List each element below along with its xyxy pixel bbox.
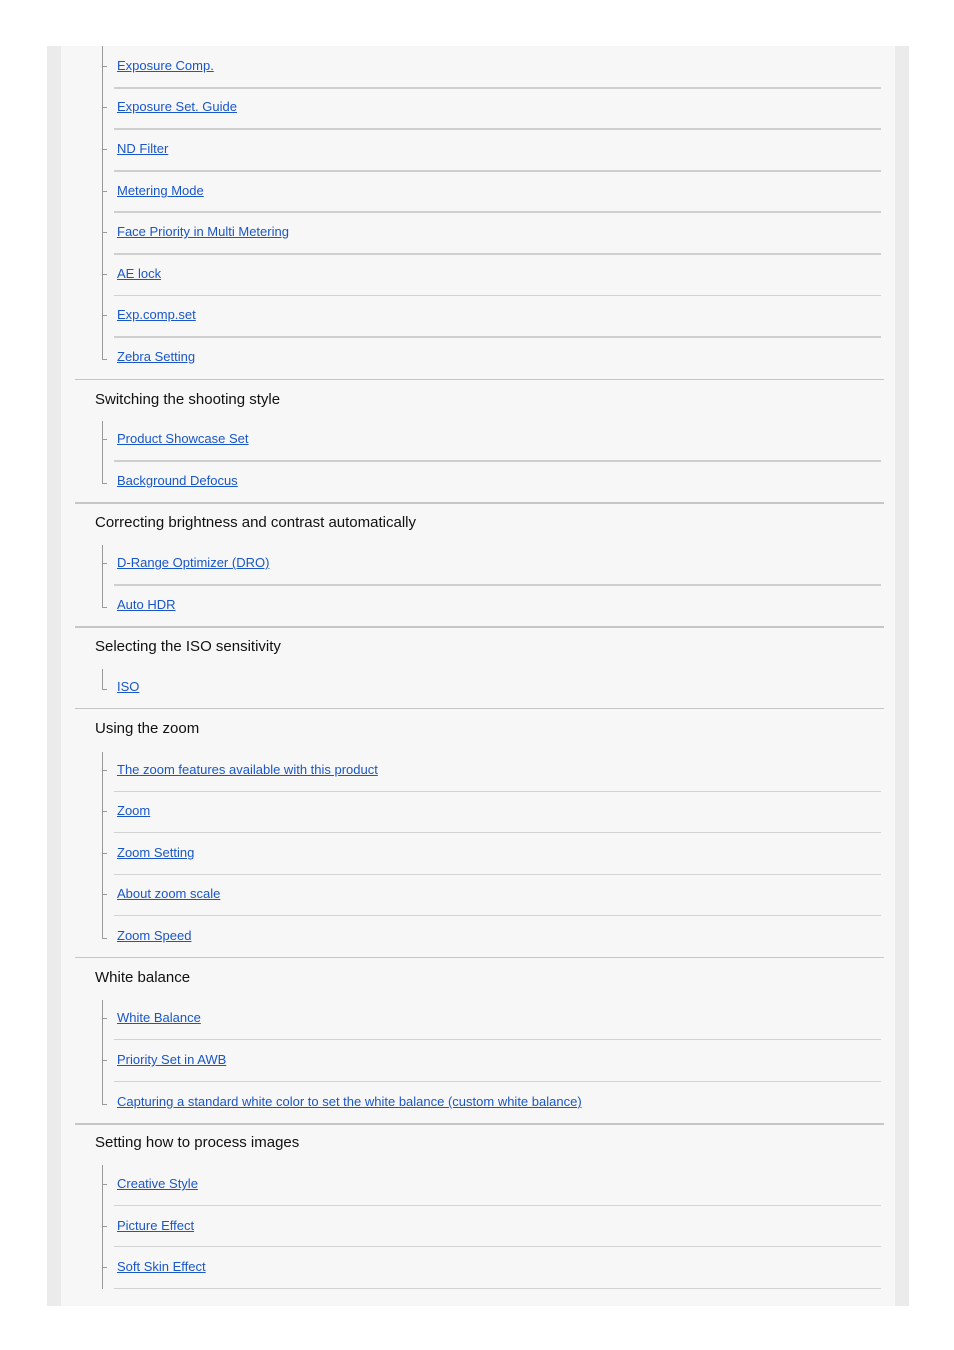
item-divider: [114, 170, 881, 172]
tree-tick: [102, 1060, 107, 1061]
tree-tick: [102, 66, 107, 67]
tree-tick: [102, 1267, 107, 1268]
tree-tick: [102, 689, 107, 690]
item-divider: [114, 791, 881, 792]
tree-tick: [102, 483, 107, 484]
link-nd-filter[interactable]: ND Filter: [117, 141, 169, 156]
tree-tick: [102, 149, 107, 150]
tree-tick: [102, 1226, 107, 1227]
tree-line: [102, 545, 103, 607]
section-divider: [75, 379, 884, 380]
section-divider: [75, 502, 884, 504]
section-heading-process-images: Setting how to process images: [95, 1134, 300, 1151]
section-divider: [75, 626, 884, 628]
item-divider: [114, 211, 881, 213]
item-divider: [114, 253, 881, 255]
link-exp-comp-set[interactable]: Exp.comp.set: [117, 307, 196, 322]
tree-tick: [102, 107, 107, 108]
tree-tick: [102, 1104, 107, 1105]
tree-tick: [102, 1184, 107, 1185]
section-heading-zoom: Using the zoom: [95, 720, 200, 737]
link-white-balance[interactable]: White Balance: [117, 1010, 201, 1025]
tree-tick: [102, 359, 107, 360]
link-zoom[interactable]: Zoom: [117, 803, 151, 818]
link-metering-mode[interactable]: Metering Mode: [117, 183, 204, 198]
link-ae-lock[interactable]: AE lock: [117, 266, 162, 281]
item-divider: [114, 1081, 881, 1082]
section-heading-iso: Selecting the ISO sensitivity: [95, 638, 281, 655]
tree-tick: [102, 439, 107, 440]
item-divider: [114, 874, 881, 875]
section-heading-shooting-style: Switching the shooting style: [95, 391, 281, 408]
tree-tick: [102, 938, 107, 939]
link-priority-set-awb[interactable]: Priority Set in AWB: [117, 1052, 227, 1067]
link-auto-hdr[interactable]: Auto HDR: [117, 597, 176, 612]
item-divider: [114, 295, 881, 296]
item-divider: [114, 1205, 881, 1206]
link-about-zoom-scale[interactable]: About zoom scale: [117, 886, 221, 901]
tree-line: [102, 1000, 103, 1104]
section-divider: [75, 708, 884, 709]
tree-tick: [102, 770, 107, 771]
link-exposure-comp[interactable]: Exposure Comp.: [117, 58, 214, 73]
tree-line: [102, 421, 103, 483]
link-d-range-optimizer[interactable]: D-Range Optimizer (DRO): [117, 555, 270, 570]
tree-tick: [102, 191, 107, 192]
item-divider: [114, 1039, 881, 1040]
tree-tick: [102, 563, 107, 564]
item-divider: [114, 1246, 881, 1247]
tree-tick: [102, 274, 107, 275]
item-divider: [114, 584, 881, 586]
tree-tick: [102, 1018, 107, 1019]
tree-tick: [102, 607, 107, 608]
link-soft-skin-effect[interactable]: Soft Skin Effect: [117, 1259, 206, 1274]
section-heading-white-balance: White balance: [95, 969, 191, 986]
link-iso[interactable]: ISO: [117, 679, 140, 694]
tree-line: [102, 752, 103, 938]
link-background-defocus[interactable]: Background Defocus: [117, 473, 238, 488]
link-picture-effect[interactable]: Picture Effect: [117, 1218, 195, 1233]
tree-tick: [102, 315, 107, 316]
link-creative-style[interactable]: Creative Style: [117, 1176, 198, 1191]
section-divider: [75, 957, 884, 958]
link-exposure-set-guide[interactable]: Exposure Set. Guide: [117, 99, 237, 114]
link-zebra-setting[interactable]: Zebra Setting: [117, 349, 196, 364]
link-product-showcase-set[interactable]: Product Showcase Set: [117, 431, 249, 446]
link-zoom-features[interactable]: The zoom features available with this product: [117, 762, 378, 777]
item-divider: [114, 915, 881, 916]
item-divider: [114, 832, 881, 833]
item-divider: [114, 460, 881, 462]
tree-line: [102, 669, 103, 689]
link-zoom-setting[interactable]: Zoom Setting: [117, 845, 195, 860]
link-custom-white-balance[interactable]: Capturing a standard white color to set the white balance (custom white balance): [117, 1094, 582, 1109]
item-divider: [114, 87, 881, 89]
tree-tick: [102, 232, 107, 233]
section-divider: [75, 1123, 884, 1125]
section-heading-brightness-contrast: Correcting brightness and contrast automatically: [95, 514, 416, 531]
link-zoom-speed[interactable]: Zoom Speed: [117, 928, 192, 943]
item-divider: [114, 128, 881, 130]
tree-tick: [102, 853, 107, 854]
link-face-priority-multi-metering[interactable]: Face Priority in Multi Metering: [117, 224, 289, 239]
tree-tick: [102, 894, 107, 895]
item-divider: [114, 336, 881, 338]
tree-tick: [102, 811, 107, 812]
tree-line: [102, 46, 103, 360]
item-divider: [114, 1288, 881, 1289]
